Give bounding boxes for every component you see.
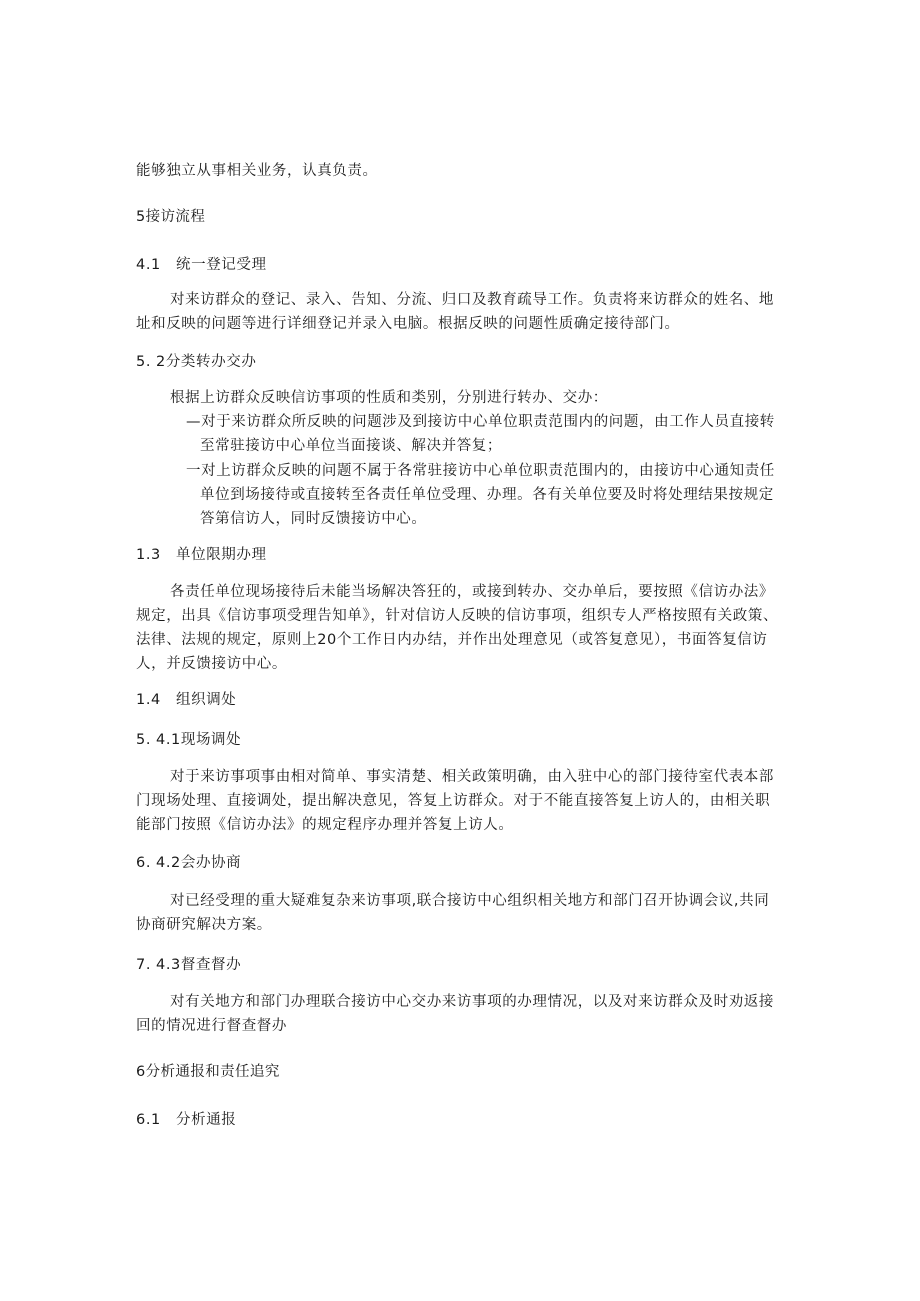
section-5-heading: 5接访流程 — [136, 209, 206, 225]
section-title: 统一登记受理 — [176, 257, 267, 273]
paragraph-line: 对有关地方和部门办理联合接访中心交办来访事项的办理情况，以及对来访群众及时劝返接 — [170, 994, 774, 1010]
section-5-2-heading — [136, 352, 256, 372]
section-number: 1.3 — [136, 547, 161, 563]
section-1-3-heading — [136, 545, 267, 565]
bullet-line: 单位到场接待或直接转至各责任单位受理、办理。各有关单位要及时将处理结果按规定 — [200, 487, 774, 503]
bullet-line: 一对上访群众反映的问题不属于各常驻接访中心单位职责范围内的，由接访中心通知责任 — [186, 463, 775, 479]
paragraph-line: 法律、法规的规定，原则上20个工作日内办结，并作出处理意见（或答复意见），书面答复信访 — [136, 632, 768, 648]
paragraph-line: 人，并反馈接访中心。 — [136, 656, 287, 672]
section-title: 组织调处 — [176, 692, 237, 708]
paragraph-line: 回的情况进行督查督办 — [136, 1018, 287, 1034]
section-6-1-heading — [136, 1110, 236, 1130]
section-1-4-heading — [136, 690, 236, 710]
paragraph-line: 规定，出具《信访事项受理告知单》，针对信访人反映的信访事项，组织专人严格按照有关政策、 — [136, 608, 779, 624]
section-6-heading: 6分析通报和责任追究 — [136, 1064, 280, 1080]
section-title: 4.3督查督办 — [156, 957, 242, 973]
section-number: 6.1 — [136, 1112, 161, 1128]
section-number: 1.4 — [136, 692, 161, 708]
paragraph-line: 对已经受理的重大疑难复杂来访事项,联合接访中心组织相关地方和部门召开协调会议,共同 — [170, 893, 770, 909]
section-title: 2分类转办交办 — [156, 354, 257, 370]
paragraph-line: 址和反映的问题等进行详细登记并录入电脑。根据反映的问题性质确定接待部门。 — [136, 316, 680, 332]
paragraph-line: 各责任单位现场接待后未能当场解决答狂的，或接到转办、交办单后，要按照《信访办法》 — [170, 584, 774, 600]
paragraph-line: 对于来访事项事由相对简单、事实清楚、相关政策明确，由入驻中心的部门接待室代表本部 — [170, 769, 774, 785]
paragraph-line: 能部门按照《信访办法》的规定程序办理并答复上访人。 — [136, 817, 514, 833]
bullet-line: 答第信访人，同时反馈接访中心。 — [200, 511, 427, 527]
paragraph-line: 协商研究解决方案。 — [136, 917, 272, 933]
bullet-line: 至常驻接访中心单位当面接谈、解决并答复； — [200, 438, 502, 454]
section-6-4-2-heading — [136, 853, 241, 873]
section-number: 4.1 — [136, 257, 161, 273]
section-title: 单位限期办理 — [176, 547, 267, 563]
paragraph-line: 门现场处理、直接调处，提出解决意见，答复上访群众。对于不能直接答复上访人的，由相关职 — [136, 793, 771, 809]
section-title: 4.2会办协商 — [156, 855, 242, 871]
section-title: 分析通报 — [176, 1112, 237, 1128]
section-4-1-heading — [136, 255, 267, 275]
section-number: 7. — [136, 957, 152, 973]
section-number: 6. — [136, 855, 152, 871]
bullet-line: —对于来访群众所反映的问题涉及到接访中心单位职责范围内的问题，由工作人员直接转 — [186, 414, 775, 430]
paragraph-line: 根据上访群众反映信访事项的性质和类别，分别进行转办、交办： — [170, 390, 608, 406]
section-number: 5. — [136, 354, 152, 370]
section-7-4-3-heading — [136, 955, 241, 975]
section-5-4-1-heading — [136, 730, 241, 750]
section-title: 4.1现场调处 — [156, 732, 242, 748]
section-number: 5. — [136, 732, 152, 748]
intro-tail-text: 能够独立从事相关业务，认真负责。 — [136, 163, 378, 179]
paragraph-line: 对来访群众的登记、录入、告知、分流、归口及教育疏导工作。负责将来访群众的姓名、地 — [170, 292, 774, 308]
